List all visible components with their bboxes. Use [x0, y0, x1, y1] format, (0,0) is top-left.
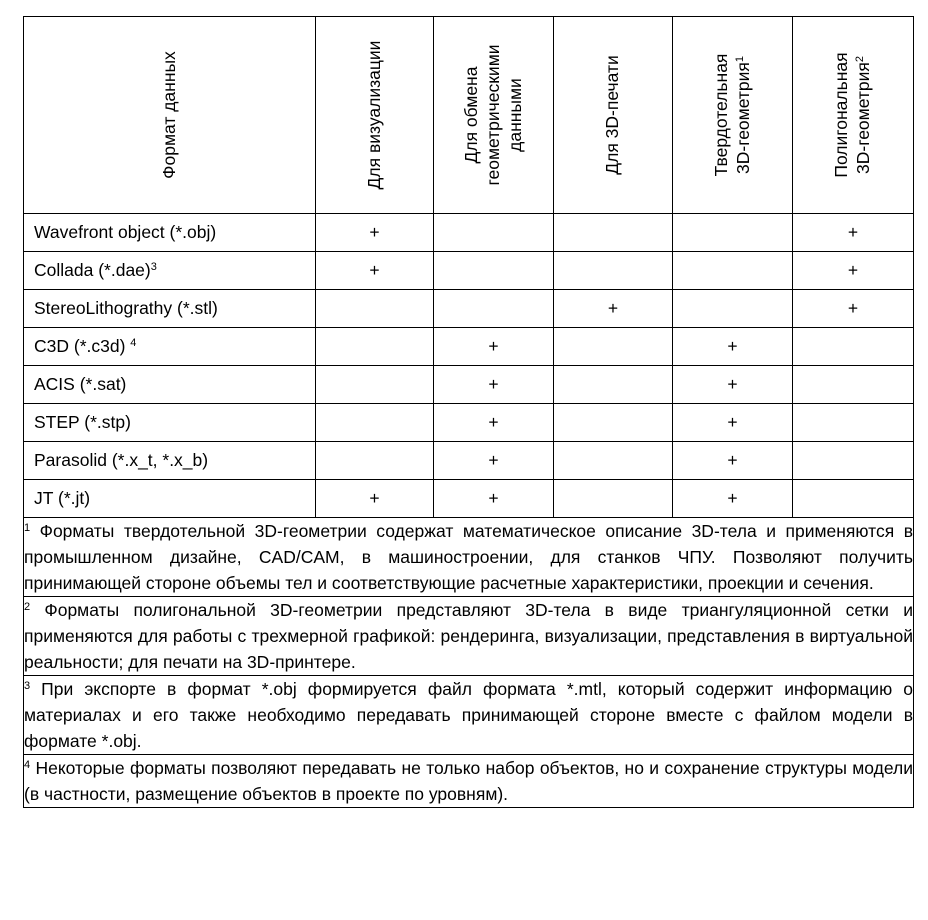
mark-solid: +: [673, 328, 793, 366]
table-row: [24, 480, 914, 518]
table-row: [24, 366, 914, 404]
format-name: C3D (*.c3d) $^4$: [24, 328, 316, 366]
format-name: Wavefront object (*.obj): [24, 214, 316, 252]
format-name: Collada $(*.dae)^3$: [24, 252, 316, 290]
mark-polygonal: +: [793, 214, 914, 252]
mark-solid: [673, 290, 793, 328]
mark-solid: +: [673, 366, 793, 404]
mark-polygonal: +: [793, 252, 914, 290]
table-row: [24, 442, 914, 480]
header-exchange: Для обмена геометрическими данными: [434, 17, 554, 214]
mark-printing: [554, 328, 673, 366]
mark-printing: [554, 366, 673, 404]
mark-printing: +: [554, 290, 673, 328]
mark-polygonal: [793, 366, 914, 404]
mark-polygonal: [793, 442, 914, 480]
mark-solid: [673, 214, 793, 252]
footnote-row: [24, 676, 914, 755]
mark-exchange: +: [434, 366, 554, 404]
mark-visualization: +: [316, 214, 434, 252]
footnote: $^3$ При экспорте в формат *.obj формируется файл формата *.mtl, который содержит информацию о материалах и его также необходимо передавать принимающей стороне вместе с файлом модели в формате *.obj.: [24, 676, 914, 755]
table-row: [24, 252, 914, 290]
mark-polygonal: +: [793, 290, 914, 328]
mark-visualization: [316, 328, 434, 366]
footnote-row: [24, 518, 914, 597]
mark-visualization: [316, 366, 434, 404]
header-printing: Для 3D-печати: [554, 17, 673, 214]
mark-exchange: +: [434, 480, 554, 518]
mark-printing: [554, 214, 673, 252]
mark-solid: +: [673, 480, 793, 518]
mark-polygonal: [793, 404, 914, 442]
mark-exchange: +: [434, 442, 554, 480]
mark-printing: [554, 252, 673, 290]
header-format: Формат данных: [24, 17, 316, 214]
format-name: Parasolid (*.x_t, *.x_b): [24, 442, 316, 480]
table-row: [24, 404, 914, 442]
table-row: [24, 290, 914, 328]
mark-printing: [554, 480, 673, 518]
footnote-row: [24, 597, 914, 676]
mark-exchange: [434, 252, 554, 290]
format-name: StereoLithograthy (*.stl): [24, 290, 316, 328]
mark-visualization: +: [316, 480, 434, 518]
mark-polygonal: [793, 480, 914, 518]
mark-exchange: +: [434, 404, 554, 442]
footnote-row: [24, 755, 914, 808]
format-name: STEP (*.stp): [24, 404, 316, 442]
mark-visualization: [316, 442, 434, 480]
format-name: JT (*.jt): [24, 480, 316, 518]
header-solid: Твердотельная 3D-геометрия$^1$: [673, 17, 793, 214]
mark-polygonal: [793, 328, 914, 366]
header-row: [24, 17, 914, 214]
mark-visualization: +: [316, 252, 434, 290]
mark-exchange: [434, 290, 554, 328]
mark-printing: [554, 404, 673, 442]
footnote: $^4$ Некоторые форматы позволяют передавать не только набор объектов, но и сохранение структуры модели (в частности, размещение объектов в проекте по уровням).: [24, 755, 914, 808]
mark-printing: [554, 442, 673, 480]
table-row: [24, 328, 914, 366]
mark-exchange: [434, 214, 554, 252]
mark-solid: +: [673, 404, 793, 442]
header-visualization: Для визуализации: [316, 17, 434, 214]
header-polygonal: Полигональная 3D-геометрия$^2$: [793, 17, 914, 214]
formats-table: [23, 16, 914, 808]
mark-exchange: +: [434, 328, 554, 366]
table-row: [24, 214, 914, 252]
mark-visualization: [316, 290, 434, 328]
footnote: $^2$ Форматы полигональной 3D-геометрии представляют 3D-тела в виде триангуляционной сетки и применяются для работы с трехмерной графикой: рендеринга, визуализации, представления в виртуальной реальности; для печати на 3D-принтере.: [24, 597, 914, 676]
mark-solid: [673, 252, 793, 290]
mark-solid: +: [673, 442, 793, 480]
footnote: $^1$ Форматы твердотельной 3D-геометрии содержат математическое описание 3D-тела и применяются в промышленном дизайне, CAD/CAM, в машиностроении, для станков ЧПУ. Позволяют получить принимающей стороне объемы тел и соответствующие расчетные характеристики, проекции и сечения.: [24, 518, 914, 597]
mark-visualization: [316, 404, 434, 442]
format-name: ACIS (*.sat): [24, 366, 316, 404]
